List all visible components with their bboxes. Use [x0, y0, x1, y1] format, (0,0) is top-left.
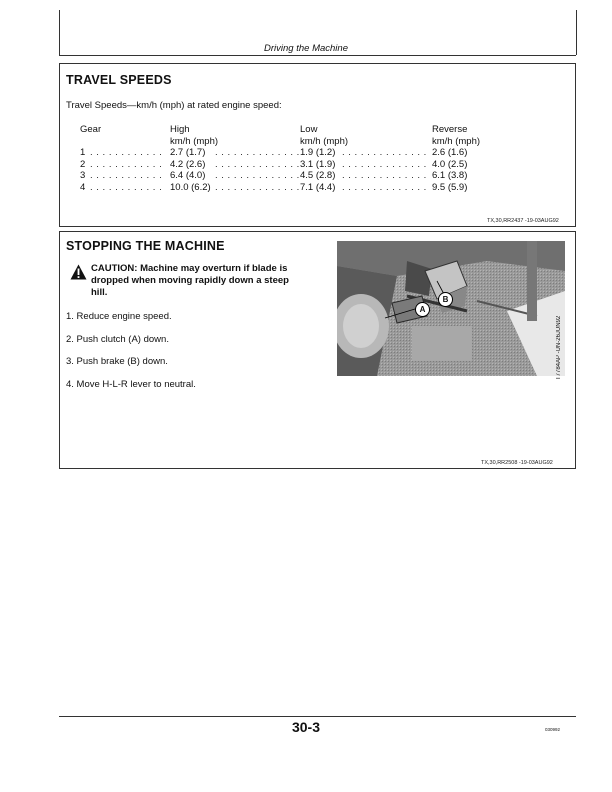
reverse-speed-cell: 9.5 (5.9): [432, 181, 468, 193]
dot-leader: . . . . . . . . . . . .: [90, 158, 163, 170]
dot-leader: . . . . . . . . . . . . . .: [215, 147, 300, 158]
callout-a-badge: [415, 302, 430, 317]
caution-text: [91, 263, 322, 299]
dot-leader: . . . . . . . . . . . .: [90, 170, 163, 182]
callout-b-label: B: [442, 295, 449, 304]
caution-line-3: hill.: [91, 287, 108, 298]
reverse-header-label: Reverse: [432, 124, 468, 135]
low-speed-cell: 7.1 (4.4): [300, 181, 336, 193]
dot-leader: . . . . . . . . . . . . . .: [342, 158, 427, 170]
low-header-label: Low: [300, 124, 318, 135]
step-push-brake: 3. Push brake (B) down.: [66, 356, 168, 367]
reverse-speed-cell: 4.0 (2.5): [432, 158, 468, 170]
travel-speeds-title: TRAVEL SPEEDS: [66, 73, 172, 87]
caution-line-1: CAUTION: Machine may overturn if blade is: [91, 263, 288, 274]
low-header-unit: km/h (mph): [300, 135, 349, 147]
caution-line-2: dropped when moving rapidly down a steep: [91, 275, 289, 286]
dot-leader: . . . . . . . . . . . . . .: [342, 147, 427, 158]
high-speed-cell: 4.2 (2.6): [170, 158, 206, 170]
high-header-label: High: [170, 124, 190, 135]
step-move-lever: 4. Move H-L-R lever to neutral.: [66, 379, 196, 390]
header-rule: [59, 55, 576, 56]
high-header-unit: km/h (mph): [170, 135, 219, 147]
callout-a-label: A: [419, 305, 426, 314]
dot-leader: . . . . . . . . . . . . . .: [215, 181, 300, 193]
dot-leader: . . . . . . . . . . . . . .: [215, 158, 300, 170]
dot-leader: . . . . . . . . . . . . . .: [342, 181, 427, 193]
page-number: 30-3: [291, 719, 321, 735]
footer-code: 030992: [545, 727, 561, 732]
dot-leader: . . . . . . . . . . . .: [90, 181, 163, 193]
step-push-clutch: 2. Push clutch (A) down.: [66, 334, 169, 345]
reverse-speed-cell: 2.6 (1.6): [432, 147, 468, 158]
table-header-row: [80, 124, 480, 147]
low-header: [300, 124, 432, 147]
gear-cell: 2: [80, 158, 86, 170]
callout-b-badge: [438, 292, 453, 307]
high-speed-cell: 2.7 (1.7): [170, 147, 206, 158]
gear-cell: 1: [80, 147, 86, 158]
high-speed-cell: 6.4 (4.0): [170, 170, 206, 182]
travel-speeds-table: [80, 124, 480, 147]
step-reduce-speed: 1. Reduce engine speed.: [66, 311, 172, 322]
page-header-title: Driving the Machine: [264, 43, 348, 54]
travel-speeds-ref-code: TX,30,RR2437 -19-03AUG92: [487, 218, 559, 224]
high-header: [170, 124, 300, 147]
reverse-speed-cell: 6.1 (3.8): [432, 170, 468, 182]
gear-cell: 3: [80, 170, 86, 182]
low-speed-cell: 4.5 (2.8): [300, 170, 336, 182]
dot-leader: . . . . . . . . . . . . . .: [342, 170, 427, 182]
low-speed-cell: 3.1 (1.9): [300, 158, 336, 170]
photo-code: T7784AP -UN-26JUN92: [556, 315, 562, 380]
pedals-photo: [337, 241, 565, 376]
reverse-header: [432, 124, 480, 147]
stopping-ref-code: TX,30,RR2508 -19-03AUG92: [481, 460, 553, 466]
caution-block: [70, 263, 322, 299]
high-speed-cell: 10.0 (6.2): [170, 181, 211, 193]
dot-leader: . . . . . . . . . . . .: [90, 147, 163, 158]
pedals-photo-illustration: [337, 241, 565, 376]
footer-rule: [59, 716, 576, 717]
gear-header: Gear: [80, 124, 102, 135]
gear-cell: 4: [80, 181, 86, 193]
reverse-header-unit: km/h (mph): [432, 135, 481, 147]
warning-triangle-icon: [70, 264, 87, 280]
travel-speeds-intro: Travel Speeds—km/h (mph) at rated engine speed:: [66, 100, 282, 111]
stopping-title: STOPPING THE MACHINE: [66, 239, 225, 253]
dot-leader: . . . . . . . . . . . . . .: [215, 170, 300, 182]
low-speed-cell: 1.9 (1.2): [300, 147, 336, 158]
